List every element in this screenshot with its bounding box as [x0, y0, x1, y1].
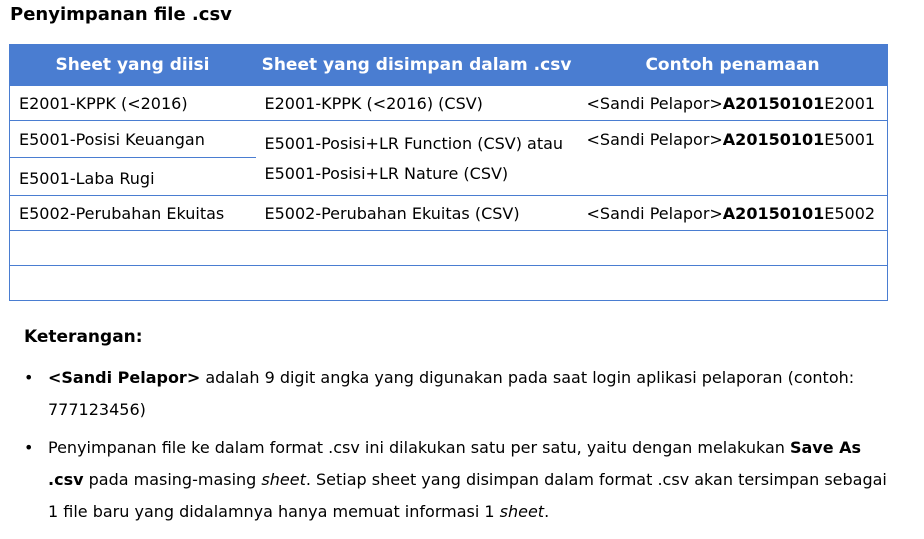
- csv-cell-line: E5001-Posisi+LR Function (CSV) atau: [264, 134, 564, 153]
- column-header-example: Contoh penamaan: [578, 45, 888, 86]
- sheet-cell: E5001-Posisi Keuangan: [10, 121, 256, 158]
- example-cell: <Sandi Pelapor>A20150101E2001: [578, 86, 888, 121]
- column-header-csv: Sheet yang disimpan dalam .csv: [256, 45, 578, 86]
- sheet-cell: E5002-Perubahan Ekuitas: [10, 196, 256, 231]
- table-header-row: [10, 45, 888, 86]
- page-title: Penyimpanan file .csv: [10, 4, 232, 25]
- list-item: • <Sandi Pelapor> adalah 9 digit angka yang digunakan pada saat login aplikasi pelaporan (contoh: 777123456): [24, 362, 894, 426]
- notes-list: [24, 362, 894, 528]
- table-row: [10, 196, 888, 231]
- csv-cell: E5002-Perubahan Ekuitas (CSV): [256, 196, 578, 231]
- csv-cell-line: E5001-Posisi+LR Nature (CSV): [264, 164, 509, 183]
- csv-cell: E2001-KPPK (<2016) (CSV): [256, 86, 578, 121]
- example-cell: <Sandi Pelapor>A20150101E5002: [578, 196, 888, 231]
- csv-cell: [256, 121, 578, 196]
- bullet-icon: •: [24, 438, 34, 457]
- bullet-icon: •: [24, 368, 34, 387]
- list-item: • Penyimpanan file ke dalam format .csv ini dilakukan satu per satu, yaitu dengan melakukan Save As .csv pada masing-masing sheet. Setiap sheet yang disimpan dalam format .csv akan tersimpan sebagai 1 file baru yang didalamnya hanya memuat informasi 1 sheet.: [24, 432, 894, 528]
- table-row-empty: [10, 231, 888, 266]
- table-row-empty: [10, 266, 888, 301]
- table-row: [10, 86, 888, 121]
- notes-heading: Keterangan:: [24, 327, 143, 347]
- sheet-cell: E5001-Laba Rugi: [10, 158, 256, 196]
- notes-section: [24, 326, 894, 534]
- table-row: [10, 121, 888, 158]
- column-header-sheet: Sheet yang diisi: [10, 45, 256, 86]
- csv-naming-table: [9, 44, 888, 301]
- sheet-cell: E2001-KPPK (<2016): [10, 86, 256, 121]
- example-cell: <Sandi Pelapor>A20150101E5001: [578, 121, 888, 196]
